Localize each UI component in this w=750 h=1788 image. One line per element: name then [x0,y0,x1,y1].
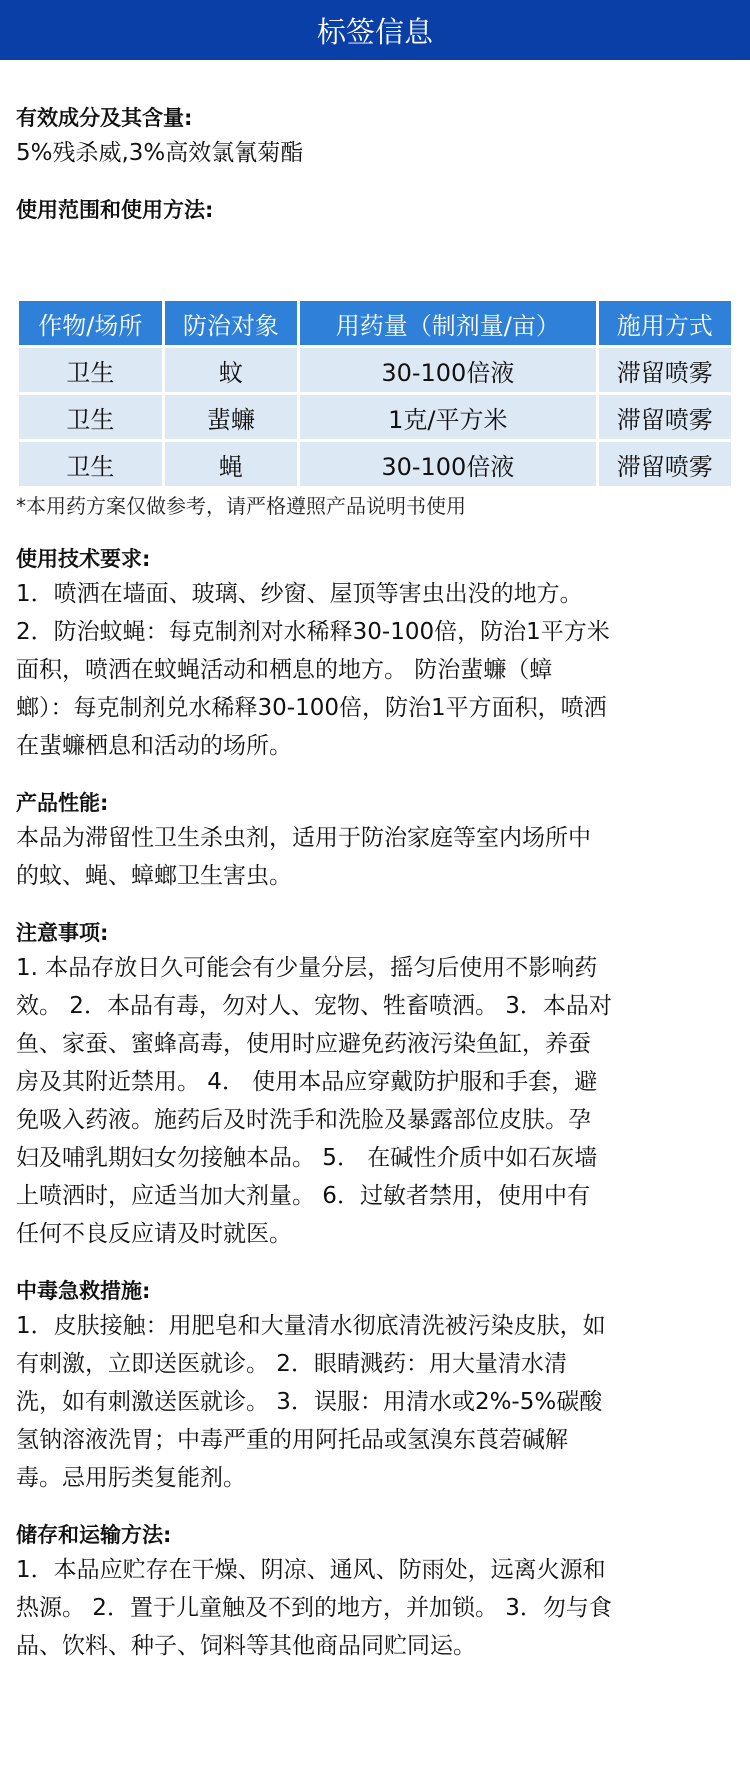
performance-line: 的蚊、蝇、蟑螂卫生害虫。 [16,863,292,889]
usage-section [16,194,730,226]
table-row [19,348,731,392]
tech-heading: 使用技术要求: [16,547,151,571]
table-cell: 卫生 [19,348,162,392]
tech-line: 2．防治蚊蝇：每克制剂对水稀释30-100倍，防治1平方米 [16,619,610,645]
usage-heading: 使用范围和使用方法: [16,198,214,222]
storage-section [16,1519,730,1665]
ingredients-section [16,102,730,172]
firstaid-line: 氢钠溶液洗胃；中毒严重的用阿托品或氢溴东莨菪碱解 [16,1427,568,1453]
notes-line: 1. 本品存放日久可能会有少量分层，摇匀后使用不影响药 [16,955,598,981]
table-header-cell: 防治对象 [165,301,297,345]
tech-line: 在蜚蠊栖息和活动的场所。 [16,733,292,759]
table-header-cell: 施用方式 [599,301,731,345]
storage-line: 热源。 2．置于儿童触及不到的地方，并加锁。 3．勿与食 [16,1595,612,1621]
notes-line: 任何不良反应请及时就医。 [16,1221,292,1247]
table-cell: 蚊 [165,348,297,392]
notes-line: 上喷洒时，应适当加大剂量。 6．过敏者禁用，使用中有 [16,1183,590,1209]
firstaid-section [16,1275,730,1497]
notes-heading: 注意事项: [16,921,109,945]
page-title: 标签信息 [316,14,433,49]
dosage-table [16,298,734,489]
table-cell: 蝇 [165,442,297,486]
tech-line: 螂）：每克制剂兑水稀释30-100倍，防治1平方面积，喷洒 [16,695,607,721]
notes-line: 房及其附近禁用。 4． 使用本品应穿戴防护服和手套，避 [16,1069,598,1095]
firstaid-heading: 中毒急救措施: [16,1279,151,1303]
table-row [19,395,731,439]
table-cell: 蜚蠊 [165,395,297,439]
table-cell: 卫生 [19,395,162,439]
table-cell: 滞留喷雾 [599,442,731,486]
label-content [0,102,750,226]
ingredients-value: 5%残杀威,3%高效氯氰菊酯 [16,140,304,166]
table-cell: 1克/平方米 [300,395,595,439]
storage-line: 1．本品应贮存在干燥、阴凉、通风、防雨处，远离火源和 [16,1557,606,1583]
table-cell: 30-100倍液 [300,348,595,392]
table-cell: 卫生 [19,442,162,486]
table-row [19,442,731,486]
storage-line: 品、饮料、种子、饲料等其他商品同贮同运。 [16,1633,476,1659]
table-header-cell: 作物/场所 [19,301,162,345]
table-header-row [19,301,731,345]
tech-line: 1．喷洒在墙面、玻璃、纱窗、屋顶等害虫出没的地方。 [16,581,583,607]
notes-line: 妇及哺乳期妇女勿接触本品。 5． 在碱性介质中如石灰墙 [16,1145,598,1171]
table-note: *本用药方案仅做参考，请严格遵照产品说明书使用 [16,494,466,518]
firstaid-line: 洗，如有刺激送医就诊。 3．误服：用清水或2%-5%碳酸 [16,1389,603,1415]
table-cell: 30-100倍液 [300,442,595,486]
storage-heading: 储存和运输方法: [16,1523,172,1547]
tech-line: 面积，喷洒在蚊蝇活动和栖息的地方。 防治蜚蠊（蟑 [16,657,553,683]
notes-section [16,917,730,1253]
firstaid-line: 有刺激，立即送医就诊。 2．眼睛溅药：用大量清水清 [16,1351,567,1377]
notes-line: 免吸入药液。施药后及时洗手和洗脸及暴露部位皮肤。孕 [16,1107,591,1133]
table-cell: 滞留喷雾 [599,395,731,439]
label-content-lower [0,543,750,1665]
table-header-cell: 用药量（制剂量/亩） [300,301,595,345]
performance-section [16,787,730,895]
header-bar [0,0,750,60]
firstaid-line: 1．皮肤接触：用肥皂和大量清水彻底清洗被污染皮肤，如 [16,1313,606,1339]
tech-section [16,543,730,765]
performance-heading: 产品性能: [16,791,109,815]
notes-line: 效。 2．本品有毒，勿对人、宠物、牲畜喷洒。 3．本品对 [16,993,612,1019]
firstaid-line: 毒。忌用肟类复能剂。 [16,1465,246,1491]
table-cell: 滞留喷雾 [599,348,731,392]
performance-line: 本品为滞留性卫生杀虫剂，适用于防治家庭等室内场所中 [16,825,591,851]
notes-line: 鱼、家蚕、蜜蜂高毒，使用时应避免药液污染鱼缸，养蚕 [16,1031,591,1057]
ingredients-heading: 有效成分及其含量: [16,106,193,130]
